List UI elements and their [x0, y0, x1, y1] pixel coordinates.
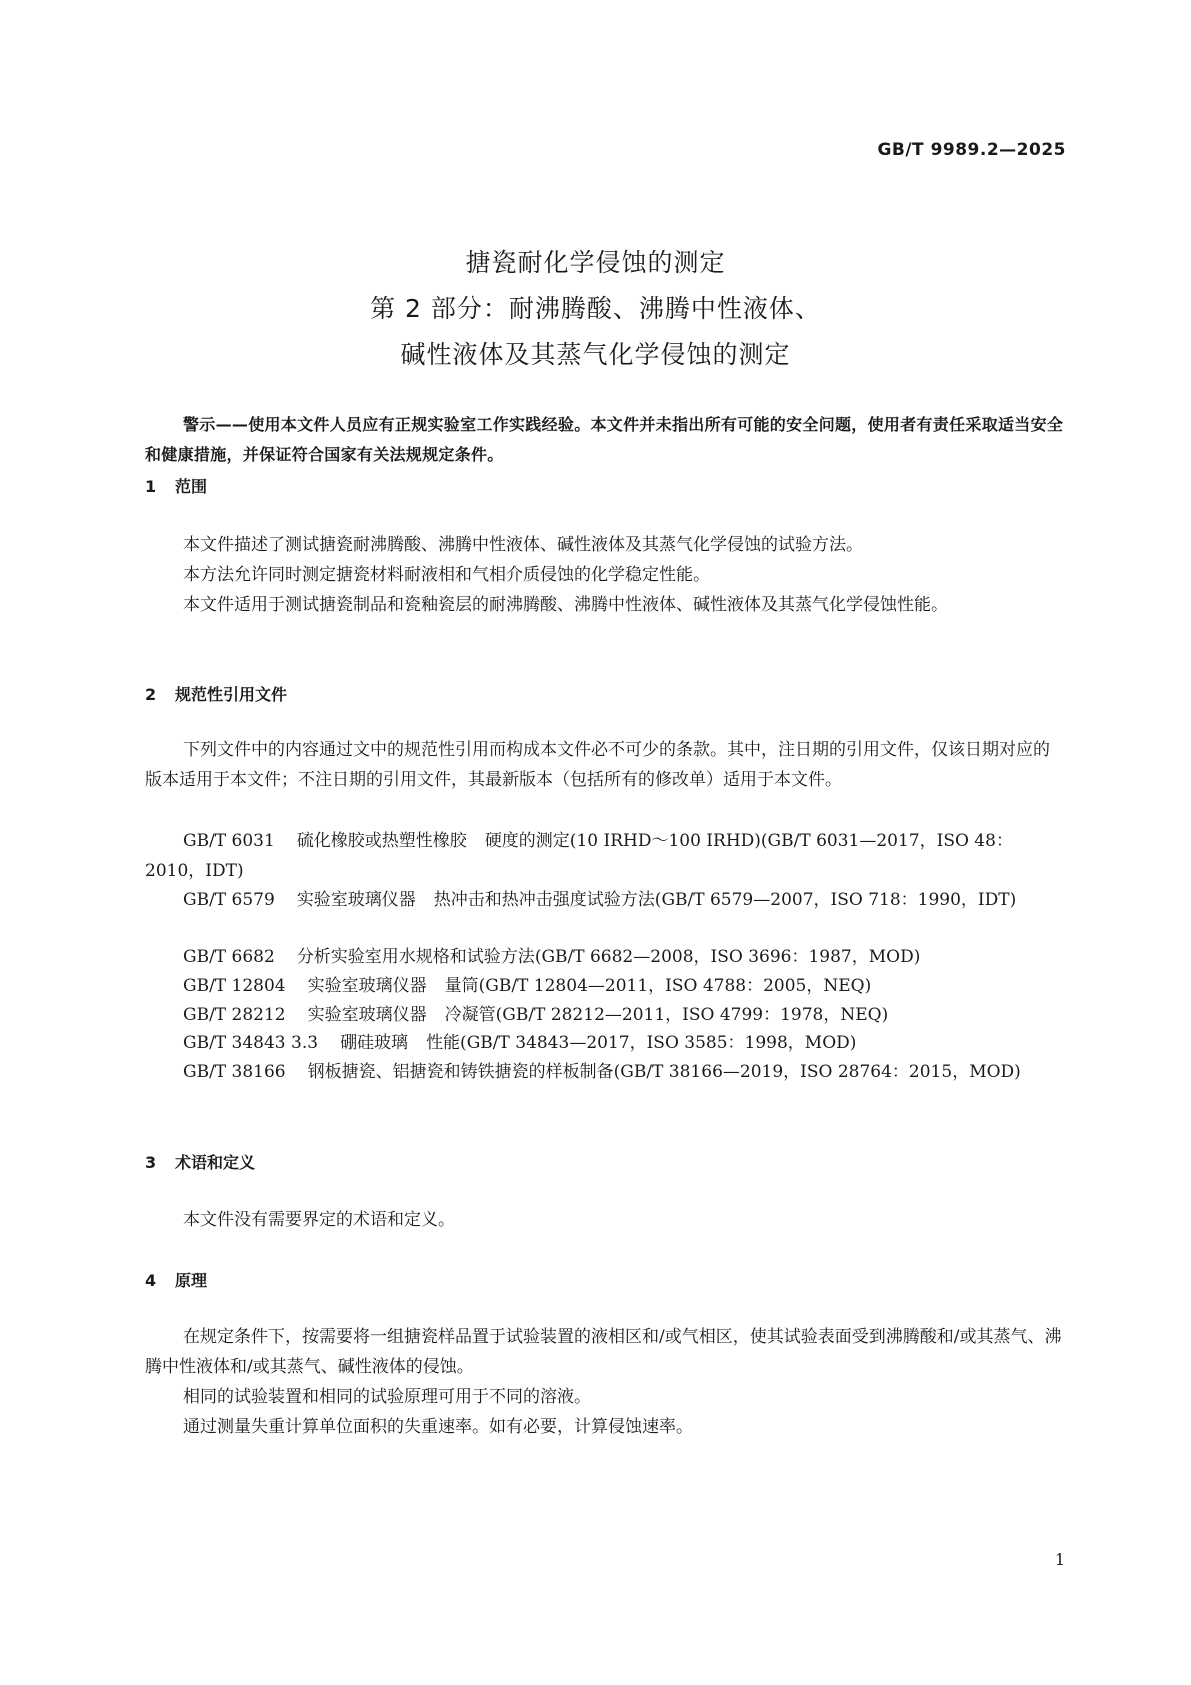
title-line-2: 第 2 部分：耐沸腾酸、沸腾中性液体、	[370, 294, 821, 323]
section-4-number: 4	[145, 1271, 157, 1290]
section-2-title: 规范性引用文件	[175, 685, 288, 704]
section-2-intro: 下列文件中的内容通过文中的规范性引用而构成本文件必不可少的条款。其中，注日期的引用文件，仅该日期对应的版本适用于本文件；不注日期的引用文件，其最新版本（包括所有的修改单）适用于本文件。	[145, 740, 1050, 790]
page-number: 1	[1054, 1550, 1065, 1569]
reference-detail: 硬度的测定(10 IRHD～100 IRHD)(GB/T 6031—2017，ISO 48：2010，IDT)	[145, 831, 1013, 881]
section-4-heading	[145, 1268, 207, 1291]
section-3-paragraph-1: 本文件没有需要界定的术语和定义。	[183, 1210, 455, 1230]
warning-notice: 警示——使用本文件人员应有正规实验室工作实践经验。本文件并未指出所有可能的安全问题，使用者有责任采取适当安全和健康措施，并保证符合国家有关法规规定条件。	[145, 415, 1064, 464]
document-code: GB/T 9989.2—2025	[877, 140, 1066, 160]
reference-item	[145, 1057, 1065, 1087]
reference-name: 硫化橡胶或热塑性橡胶	[296, 831, 467, 851]
reference-item	[145, 826, 1065, 886]
section-4-title: 原理	[175, 1271, 208, 1290]
section-1-title: 范围	[175, 477, 208, 496]
reference-item	[145, 1000, 1065, 1030]
section-2-heading	[145, 682, 287, 705]
reference-item	[145, 971, 1065, 1001]
section-4-paragraph-2: 相同的试验装置和相同的试验原理可用于不同的溶液。	[183, 1387, 591, 1407]
reference-name: 分析实验室用水规格和试验方法	[296, 947, 535, 967]
section-4-paragraph-3: 通过测量失重计算单位面积的失重速率。如有必要，计算侵蚀速率。	[183, 1417, 693, 1437]
reference-name: 实验室玻璃仪器	[296, 890, 416, 910]
section-3-number: 3	[145, 1153, 157, 1172]
section-1-paragraph-1: 本文件描述了测试搪瓷耐沸腾酸、沸腾中性液体、碱性液体及其蒸气化学侵蚀的试验方法。	[183, 535, 863, 555]
reference-code: GB/T 28212	[183, 1005, 286, 1025]
reference-code: GB/T 12804	[183, 976, 286, 996]
reference-code: GB/T 6682	[183, 947, 275, 967]
reference-item	[145, 942, 1065, 972]
reference-item	[145, 885, 1065, 915]
reference-name: 实验室玻璃仪器	[307, 1005, 427, 1025]
reference-code: GB/T 34843 3.3	[183, 1033, 319, 1053]
section-1-paragraph-3: 本文件适用于测试搪瓷制品和瓷釉瓷层的耐沸腾酸、沸腾中性液体、碱性液体及其蒸气化学侵蚀性能。	[183, 595, 948, 615]
section-1-number: 1	[145, 477, 157, 496]
reference-code: GB/T 6579	[183, 890, 275, 910]
title-line-3: 碱性液体及其蒸气化学侵蚀的测定	[400, 340, 791, 369]
section-1-heading	[145, 474, 207, 497]
reference-detail: (GB/T 38166—2019，ISO 28764：2015，MOD)	[613, 1062, 1021, 1082]
reference-code: GB/T 6031	[183, 831, 275, 851]
reference-name: 钢板搪瓷、铝搪瓷和铸铁搪瓷的样板制备	[307, 1062, 614, 1082]
title-line-1: 搪瓷耐化学侵蚀的测定	[465, 248, 726, 277]
reference-detail: 冷凝管(GB/T 28212—2011，ISO 4799：1978，NEQ)	[444, 1005, 889, 1025]
reference-item	[145, 1028, 1065, 1058]
reference-detail: (GB/T 6682—2008，ISO 3696：1987，MOD)	[534, 947, 921, 967]
section-2-number: 2	[145, 685, 157, 704]
document-title	[0, 240, 1191, 378]
reference-name: 实验室玻璃仪器	[307, 976, 427, 996]
reference-name: 硼硅玻璃	[340, 1033, 409, 1053]
reference-detail: 热冲击和热冲击强度试验方法(GB/T 6579—2007，ISO 718：1990，IDT)	[433, 890, 1017, 910]
section-4-paragraph-1: 在规定条件下，按需要将一组搪瓷样品置于试验装置的液相区和/或气相区，使其试验表面受到沸腾酸和/或其蒸气、沸腾中性液体和/或其蒸气、碱性液体的侵蚀。	[145, 1327, 1062, 1377]
reference-code: GB/T 38166	[183, 1062, 286, 1082]
reference-detail: 性能(GB/T 34843—2017，ISO 3585：1998，MOD)	[426, 1033, 857, 1053]
reference-detail: 量筒(GB/T 12804—2011，ISO 4788：2005，NEQ)	[444, 976, 872, 996]
section-1-paragraph-2: 本方法允许同时测定搪瓷材料耐液相和气相介质侵蚀的化学稳定性能。	[183, 565, 710, 585]
section-3-heading	[145, 1150, 255, 1173]
section-3-title: 术语和定义	[175, 1153, 256, 1172]
